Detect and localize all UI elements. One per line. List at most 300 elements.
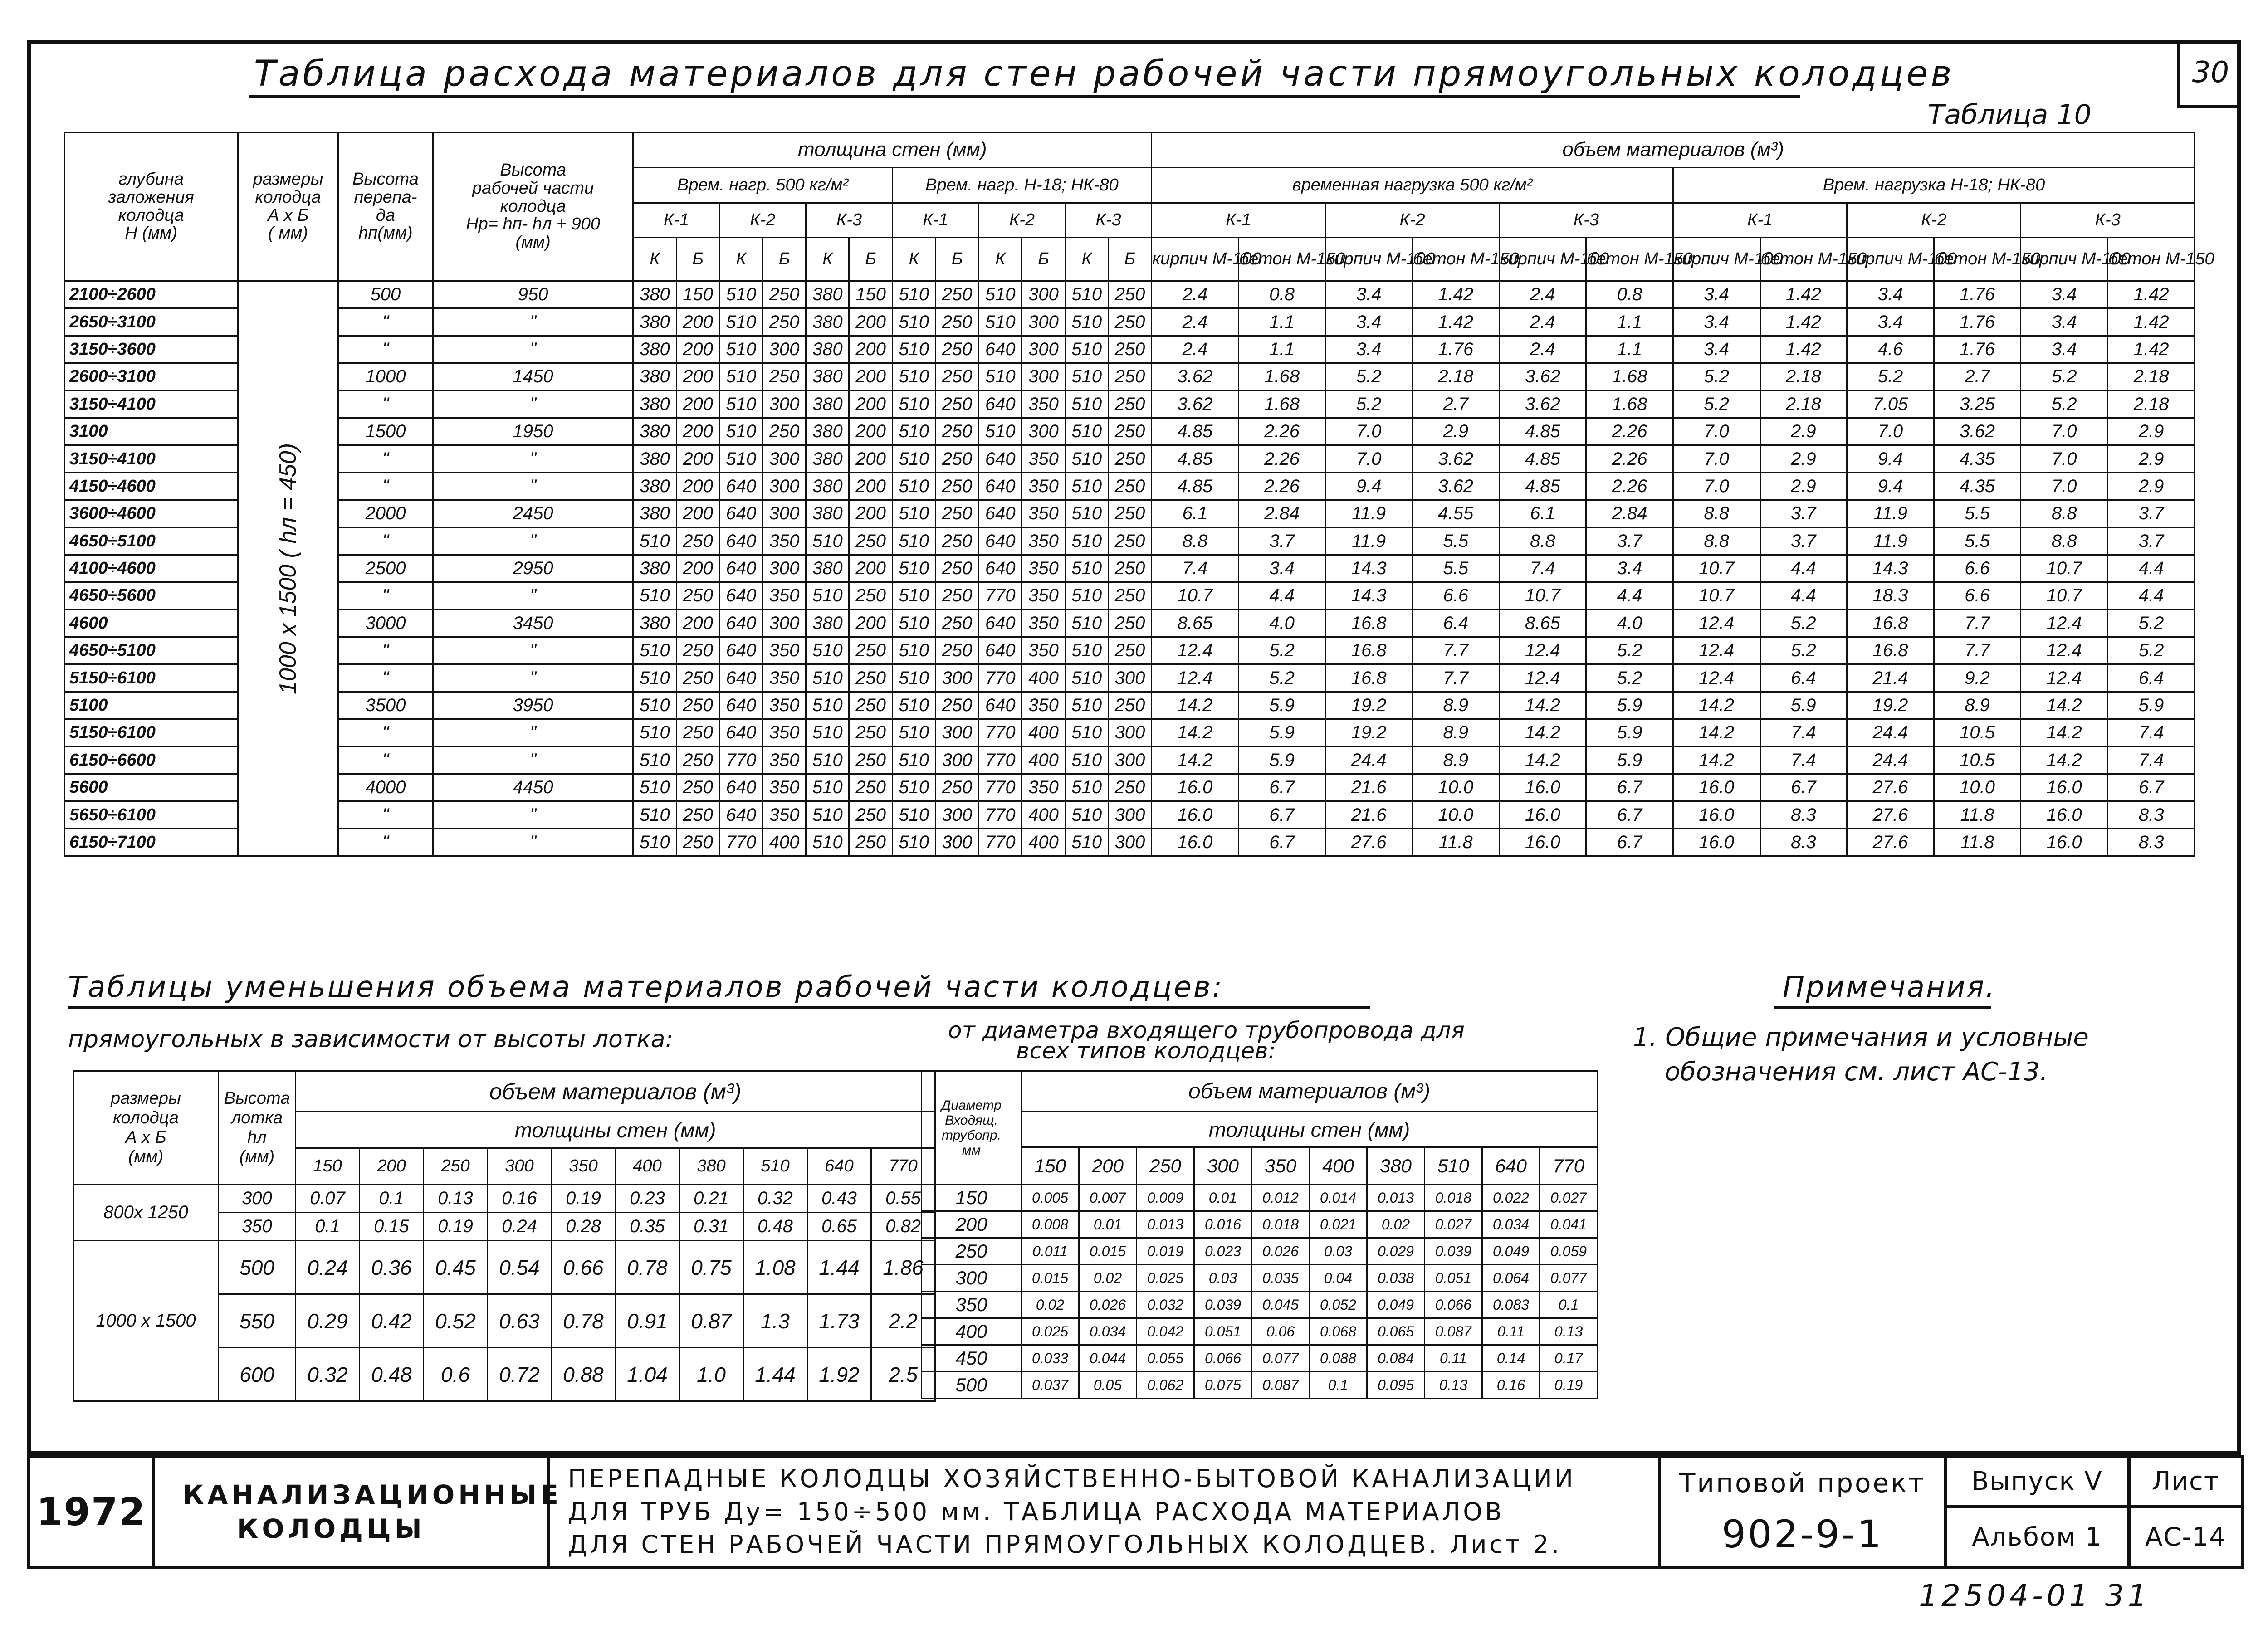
table-row [922, 1185, 1598, 1211]
t1-col-header: 350 [552, 1148, 616, 1185]
value-cell: 0.062 [1137, 1372, 1194, 1399]
value-cell: 640 [719, 610, 763, 637]
value-cell: 0.36 [360, 1241, 424, 1294]
header-k1: К-1 [1673, 203, 1847, 238]
value-cell: 3.7 [2108, 500, 2195, 527]
value-cell: 770 [979, 664, 1022, 692]
value-cell: 350 [763, 527, 806, 555]
footer-number: 12504-01 31 [1919, 1578, 2151, 1613]
value-cell: 510 [1065, 555, 1108, 582]
value-cell: " [338, 336, 433, 363]
value-cell: 10.0 [1934, 774, 2021, 801]
value-cell: 27.6 [1847, 774, 1934, 801]
value-cell: 16.0 [1152, 774, 1239, 801]
value-cell: 6.4 [1760, 664, 1847, 692]
table-row [64, 582, 2195, 610]
value-cell: 4450 [433, 774, 633, 801]
table-row [64, 527, 2195, 555]
value-cell: 640 [719, 801, 763, 829]
header-volume: объем материалов (м³) [1152, 132, 2195, 168]
value-cell: 250 [935, 390, 978, 418]
value-cell: 0.039 [1194, 1292, 1252, 1318]
value-cell: 7.7 [1934, 610, 2021, 637]
value-cell: 0.064 [1482, 1265, 1540, 1292]
stamp-year: 1972 [29, 1457, 154, 1568]
value-cell: 8.3 [2108, 829, 2195, 856]
header-brick: кирпич М-100 [1847, 238, 1934, 281]
value-cell: 200 [676, 610, 719, 637]
value-cell: 14.2 [1499, 692, 1586, 719]
value-cell: 380 [806, 336, 849, 363]
value-cell: 510 [892, 637, 935, 664]
value-cell: " [338, 719, 433, 746]
value-cell: 1.73 [807, 1294, 871, 1348]
value-cell: 300 [1022, 281, 1065, 308]
value-cell: 300 [1022, 363, 1065, 390]
header-k2: К-2 [1847, 203, 2021, 238]
value-cell: 2.26 [1586, 473, 1673, 500]
value-cell: 350 [763, 582, 806, 610]
value-cell: 510 [806, 664, 849, 692]
value-cell: 4.85 [1152, 445, 1239, 473]
value-cell: 770 [979, 582, 1022, 610]
value-cell: 250 [935, 692, 978, 719]
value-cell: 10.5 [1934, 746, 2021, 774]
value-cell: 250 [676, 637, 719, 664]
value-cell: 250 [763, 418, 806, 445]
t2-diameter-cell: 350 [922, 1292, 1022, 1318]
header-load-500: Врем. нагр. 500 кг/м² [633, 168, 892, 203]
value-cell: 3.4 [2021, 308, 2108, 336]
value-cell: 250 [1108, 281, 1151, 308]
value-cell: 0.16 [1482, 1372, 1540, 1399]
value-cell: 640 [719, 637, 763, 664]
value-cell: 510 [1065, 582, 1108, 610]
value-cell: 0.049 [1367, 1292, 1425, 1318]
value-cell: 1.76 [1413, 336, 1500, 363]
value-cell: 200 [676, 363, 719, 390]
header-k1: К-1 [633, 203, 719, 238]
value-cell: 380 [633, 555, 676, 582]
value-cell: 0.19 [1540, 1372, 1598, 1399]
t1-col-header: 640 [807, 1148, 871, 1185]
value-cell: 5.2 [2021, 363, 2108, 390]
value-cell: 4.4 [1238, 582, 1325, 610]
value-cell: 0.11 [1425, 1345, 1482, 1372]
value-cell: 0.045 [1252, 1292, 1310, 1318]
value-cell: 150 [849, 281, 892, 308]
value-cell: 0.015 [1022, 1265, 1079, 1292]
value-cell: 10.7 [1152, 582, 1239, 610]
value-cell: 7.0 [2021, 418, 2108, 445]
value-cell: 510 [719, 281, 763, 308]
value-cell: 3950 [433, 692, 633, 719]
value-cell: 380 [633, 418, 676, 445]
value-cell: 250 [935, 582, 978, 610]
value-cell: 0.03 [1310, 1238, 1367, 1265]
value-cell: 0.014 [1310, 1185, 1367, 1211]
value-cell: 200 [676, 473, 719, 500]
value-cell: 200 [849, 336, 892, 363]
value-cell: 0.01 [1194, 1185, 1252, 1211]
value-cell: 27.6 [1325, 829, 1413, 856]
t2-col-header: 770 [1540, 1147, 1598, 1185]
value-cell: 24.4 [1847, 719, 1934, 746]
value-cell: 8.3 [1760, 829, 1847, 856]
header-drop-height: Высота перепа- да hп(мм) [338, 132, 433, 281]
value-cell: 380 [633, 500, 676, 527]
value-cell: 250 [1108, 610, 1151, 637]
value-cell: 19.2 [1847, 692, 1934, 719]
t1-size-group: 800х 1250 [73, 1185, 219, 1241]
value-cell: 300 [935, 664, 978, 692]
t1-tray-cell: 500 [219, 1241, 296, 1294]
value-cell: 510 [892, 500, 935, 527]
value-cell: 2.4 [1499, 281, 1586, 308]
value-cell: 0.019 [1137, 1238, 1194, 1265]
value-cell: 510 [892, 363, 935, 390]
value-cell: 350 [763, 746, 806, 774]
t2-diameter-cell: 150 [922, 1185, 1022, 1211]
value-cell: 1.76 [1934, 281, 2021, 308]
value-cell: 510 [719, 390, 763, 418]
value-cell: 510 [633, 719, 676, 746]
value-cell: 1.44 [743, 1348, 807, 1401]
value-cell: 0.038 [1367, 1265, 1425, 1292]
t1-col-header: 200 [360, 1148, 424, 1185]
value-cell: 380 [806, 363, 849, 390]
pipe-reduction-table [921, 1070, 1598, 1399]
value-cell: 24.4 [1325, 746, 1413, 774]
value-cell: 0.43 [807, 1185, 871, 1213]
value-cell: 10.0 [1413, 774, 1500, 801]
value-cell: 11.9 [1325, 527, 1413, 555]
value-cell: 200 [676, 500, 719, 527]
value-cell: 0.095 [1367, 1372, 1425, 1399]
value-cell: 2.4 [1499, 308, 1586, 336]
header-work-height: Высота рабочей части колодца Нр= hп- hл + 900 (мм) [433, 132, 633, 281]
value-cell: 6.7 [1586, 801, 1673, 829]
value-cell: 250 [676, 582, 719, 610]
value-cell: " [433, 746, 633, 774]
value-cell: 0.013 [1137, 1211, 1194, 1238]
value-cell: 400 [763, 829, 806, 856]
value-cell: 21.6 [1325, 774, 1413, 801]
value-cell: 1.42 [1413, 308, 1500, 336]
value-cell: 250 [1108, 527, 1151, 555]
value-cell: 11.9 [1847, 527, 1934, 555]
value-cell: 0.034 [1079, 1318, 1137, 1345]
value-cell: 510 [719, 336, 763, 363]
header-load-h18: Врем. нагр. Н-18; НК-80 [892, 168, 1151, 203]
value-cell: 5.2 [1760, 637, 1847, 664]
t2-col-header: 250 [1137, 1147, 1194, 1185]
value-cell: 0.55 [871, 1185, 935, 1213]
stamp-sheet-label: Лист [2129, 1457, 2243, 1507]
header-k1: К-1 [892, 203, 978, 238]
value-cell: 1.68 [1238, 363, 1325, 390]
value-cell: 7.0 [2021, 445, 2108, 473]
value-cell: 4.85 [1152, 473, 1239, 500]
value-cell: 19.2 [1325, 692, 1413, 719]
value-cell: 250 [1108, 774, 1151, 801]
header-b: Б [676, 238, 719, 281]
value-cell: 0.48 [360, 1348, 424, 1401]
value-cell: " [338, 473, 433, 500]
table-row [64, 801, 2195, 829]
t1-header-tray: Высота лотка hл (мм) [219, 1071, 296, 1185]
value-cell: " [338, 582, 433, 610]
value-cell: 9.4 [1325, 473, 1413, 500]
value-cell: 510 [1065, 527, 1108, 555]
value-cell: 510 [892, 582, 935, 610]
value-cell: 510 [1065, 500, 1108, 527]
value-cell: 250 [1108, 500, 1151, 527]
value-cell: 0.041 [1540, 1211, 1598, 1238]
value-cell: 3450 [433, 610, 633, 637]
value-cell: 250 [1108, 637, 1151, 664]
value-cell: 5.9 [2108, 692, 2195, 719]
value-cell: 250 [1108, 473, 1151, 500]
value-cell: 300 [763, 555, 806, 582]
value-cell: 250 [849, 774, 892, 801]
value-cell: 640 [979, 500, 1022, 527]
value-cell: 0.007 [1079, 1185, 1137, 1211]
value-cell: 1.42 [2108, 308, 2195, 336]
header-thickness: толщина стен (мм) [633, 132, 1152, 168]
reduction-title-underline [68, 1006, 1370, 1009]
value-cell: 1.68 [1586, 390, 1673, 418]
value-cell: 250 [1108, 336, 1151, 363]
value-cell: 770 [979, 829, 1022, 856]
table-row [922, 1238, 1598, 1265]
value-cell: 0.66 [552, 1241, 616, 1294]
value-cell: 380 [806, 555, 849, 582]
value-cell: 400 [1022, 801, 1065, 829]
header-brick: кирпич М-100 [1152, 238, 1239, 281]
table-row [64, 774, 2195, 801]
value-cell: 350 [763, 637, 806, 664]
value-cell: 6.4 [1413, 610, 1500, 637]
value-cell: 3.4 [1325, 308, 1413, 336]
t1-col-header: 510 [743, 1148, 807, 1185]
value-cell: 11.8 [1934, 829, 2021, 856]
value-cell: 0.28 [552, 1213, 616, 1241]
stamp-issue: Выпуск V [1945, 1457, 2129, 1507]
value-cell: 0.1 [360, 1185, 424, 1213]
t2-col-header: 200 [1079, 1147, 1137, 1185]
value-cell: 1.1 [1238, 336, 1325, 363]
value-cell: 510 [633, 527, 676, 555]
value-cell: 5.2 [1238, 664, 1325, 692]
t2-col-header: 400 [1310, 1147, 1367, 1185]
value-cell: 0.82 [871, 1213, 935, 1241]
value-cell: 12.4 [1499, 664, 1586, 692]
main-table [64, 132, 2214, 857]
value-cell: " [433, 801, 633, 829]
value-cell: 3000 [338, 610, 433, 637]
value-cell: 10.7 [2021, 555, 2108, 582]
value-cell: 12.4 [1499, 637, 1586, 664]
value-cell: 11.8 [1934, 801, 2021, 829]
value-cell: 7.0 [1325, 445, 1413, 473]
value-cell: 640 [719, 692, 763, 719]
value-cell: 0.042 [1137, 1318, 1194, 1345]
header-k3: К-3 [806, 203, 892, 238]
value-cell: 5.2 [1673, 363, 1760, 390]
notes-title: Примечания. [1783, 971, 1996, 1004]
value-cell: 200 [849, 500, 892, 527]
t1-tray-cell: 350 [219, 1213, 296, 1241]
table-row [64, 637, 2195, 664]
value-cell: 300 [935, 746, 978, 774]
value-cell: 640 [979, 637, 1022, 664]
value-cell: 250 [676, 664, 719, 692]
value-cell: 300 [763, 610, 806, 637]
value-cell: 5.9 [1238, 719, 1325, 746]
value-cell: 510 [719, 308, 763, 336]
value-cell: 7.7 [1413, 637, 1500, 664]
value-cell: 0.6 [424, 1348, 488, 1401]
depth-cell: 5600 [64, 774, 238, 801]
value-cell: 16.0 [1673, 829, 1760, 856]
t2-col-header: 300 [1194, 1147, 1252, 1185]
value-cell: 6.7 [1238, 774, 1325, 801]
value-cell: 510 [1065, 363, 1108, 390]
value-cell: 0.31 [679, 1213, 743, 1241]
t1-col-header: 380 [679, 1148, 743, 1185]
value-cell: 250 [1108, 363, 1151, 390]
value-cell: 0.23 [616, 1185, 679, 1213]
value-cell: 3.4 [1847, 308, 1934, 336]
value-cell: " [338, 527, 433, 555]
value-cell: 0.021 [1310, 1211, 1367, 1238]
value-cell: 640 [719, 500, 763, 527]
value-cell: 0.009 [1137, 1185, 1194, 1211]
reduction-title: Таблицы уменьшения объема материалов рабочей части колодцев: [68, 971, 1224, 1004]
value-cell: 0.1 [1310, 1372, 1367, 1399]
value-cell: 12.4 [2021, 664, 2108, 692]
value-cell: " [433, 390, 633, 418]
value-cell: 0.03 [1194, 1265, 1252, 1292]
value-cell: 150 [676, 281, 719, 308]
t1-col-header: 400 [616, 1148, 679, 1185]
value-cell: 640 [719, 555, 763, 582]
value-cell: 16.0 [1673, 801, 1760, 829]
header-k: К [1065, 238, 1108, 281]
value-cell: 10.5 [1934, 719, 2021, 746]
value-cell: 0.027 [1425, 1211, 1482, 1238]
value-cell: 640 [719, 774, 763, 801]
value-cell: 1.86 [871, 1241, 935, 1294]
header-b: Б [1022, 238, 1065, 281]
depth-cell: 5650÷6100 [64, 801, 238, 829]
value-cell: 640 [979, 473, 1022, 500]
value-cell: 250 [676, 527, 719, 555]
value-cell: 2.9 [1760, 445, 1847, 473]
value-cell: " [338, 308, 433, 336]
value-cell: 1.42 [1760, 308, 1847, 336]
value-cell: 380 [633, 281, 676, 308]
value-cell: 380 [633, 445, 676, 473]
value-cell: 0.083 [1482, 1292, 1540, 1318]
value-cell: 0.026 [1079, 1292, 1137, 1318]
value-cell: 3.62 [1934, 418, 2021, 445]
value-cell: 400 [1022, 829, 1065, 856]
value-cell: 250 [935, 774, 978, 801]
value-cell: 12.4 [1673, 610, 1760, 637]
depth-cell: 5150÷6100 [64, 719, 238, 746]
depth-cell: 2600÷3100 [64, 363, 238, 390]
depth-cell: 2100÷2600 [64, 281, 238, 308]
size-vertical-cell: 1000 х 1500 ( hл = 450) [238, 281, 338, 856]
value-cell: 8.8 [1673, 500, 1760, 527]
t2-diameter-cell: 450 [922, 1345, 1022, 1372]
value-cell: 770 [979, 719, 1022, 746]
value-cell: 7.0 [1673, 473, 1760, 500]
value-cell: 5.2 [1586, 637, 1673, 664]
value-cell: 2.18 [1760, 390, 1847, 418]
value-cell: 350 [763, 719, 806, 746]
tray-reduction-table [73, 1070, 936, 1402]
value-cell: 1500 [338, 418, 433, 445]
value-cell: 0.015 [1079, 1238, 1137, 1265]
value-cell: 9.4 [1847, 445, 1934, 473]
value-cell: 2.4 [1152, 308, 1239, 336]
table-row [922, 1211, 1598, 1238]
value-cell: " [433, 445, 633, 473]
value-cell: 0.066 [1425, 1292, 1482, 1318]
t2-diameter-cell: 500 [922, 1372, 1022, 1399]
value-cell: 0.21 [679, 1185, 743, 1213]
value-cell: " [433, 308, 633, 336]
value-cell: 10.7 [1673, 555, 1760, 582]
value-cell: 250 [1108, 418, 1151, 445]
value-cell: 0.035 [1252, 1265, 1310, 1292]
value-cell: 200 [849, 308, 892, 336]
value-cell: 0.022 [1482, 1185, 1540, 1211]
value-cell: 250 [935, 555, 978, 582]
value-cell: 1.76 [1934, 336, 2021, 363]
value-cell: 510 [892, 418, 935, 445]
value-cell: 4.4 [2108, 555, 2195, 582]
value-cell: 4.85 [1499, 445, 1586, 473]
value-cell: 640 [979, 692, 1022, 719]
value-cell: 0.42 [360, 1294, 424, 1348]
value-cell: 200 [676, 390, 719, 418]
value-cell: 510 [892, 445, 935, 473]
value-cell: 510 [1065, 610, 1108, 637]
value-cell: " [433, 582, 633, 610]
value-cell: 250 [676, 774, 719, 801]
value-cell: 1000 [338, 363, 433, 390]
value-cell: 0.02 [1079, 1265, 1137, 1292]
value-cell: 2.26 [1238, 473, 1325, 500]
value-cell: 300 [1108, 801, 1151, 829]
table-row [64, 692, 2195, 719]
value-cell: 510 [1065, 281, 1108, 308]
value-cell: 250 [1108, 390, 1151, 418]
value-cell: 0.075 [1194, 1372, 1252, 1399]
value-cell: 380 [806, 308, 849, 336]
value-cell: 5.2 [2108, 637, 2195, 664]
t1-col-header: 150 [296, 1148, 360, 1185]
value-cell: 0.077 [1252, 1345, 1310, 1372]
value-cell: 16.8 [1325, 610, 1413, 637]
value-cell: 200 [849, 555, 892, 582]
value-cell: 14.3 [1325, 582, 1413, 610]
value-cell: 6.7 [1760, 774, 1847, 801]
